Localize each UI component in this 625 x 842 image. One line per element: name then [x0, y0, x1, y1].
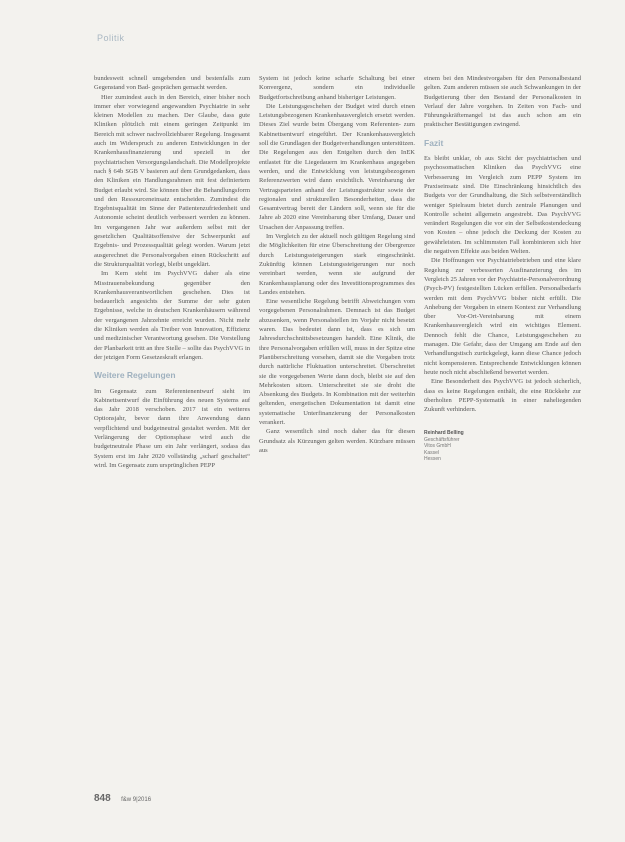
page-number: 848 [94, 793, 111, 804]
section-heading: Fazit [424, 137, 444, 148]
paragraph: Es bleibt unklar, ob aus Sicht der psychiatrischen und psychosomatischen Kliniken das PsychVVG eine Verbesserung im Vergleich zum PEPP System im Praxiseinsatz sind. Die Einschränkung hinsichtlich des Budgets vor der Grundhaltung, die Sich selbstverständlich weniger Spielraum bietet durch zentrale Planungen und Kontrolle scheint allgemein angestrebt. Das PsychVVG verändert Regelungen die vor ein der Selbstkostendeckung von Kosten – ohne jedoch die Deckung der Kosten zu gewährleisten. Im schlimmsten Fall kombinieren sich hier die negativen Effekte aus beiden Welten. [424, 155, 581, 256]
page-footer [94, 788, 151, 806]
paragraph: Eine Besonderheit des PsychVVG ist jedoch sicherlich, dass es keine Regelungen enthält, die eine Rückkehr zur überholten PEPP-Systematik in einer naheliegenden Zukunft verhindern. [424, 378, 581, 414]
paragraph: System ist jedoch keine scharfe Schaltung bei einer Konvergenz, sondern ein individuelle Budgetfortschreibung anhand bisheriger Leistungen. [259, 75, 415, 101]
paragraph: Ganz wesentlich sind noch daher das für diesen Grundsatz als Kürzungen gelten werden. Kürzbare müssen aus [259, 428, 415, 454]
section-tag: Politik [97, 33, 125, 43]
paragraph: Im Kern steht im PsychVVG daher als eine Misstrauensbekundung gegenüber den Krankenhausverantwortlichen geschehen. Dies ist bedauerlich angesichts der Summe der sehr guten Ergebnisse, welche in deutschen Krankenhäusern während der vergangenen Jahrzehnte erreicht wurden. Nicht mehr die Kliniken werden als Treiber von Innovation, Effizienz und medizinischer Verantwortung gesehen. Die Vorstellung der Planbarkeit tritt an ihre Stelle – sollte das PsychVVG in der jetzigen Form Gesetzeskraft erlangen. [94, 270, 250, 361]
text-column-3 [424, 74, 581, 463]
author-role: Geschäftsführer [424, 436, 460, 443]
magazine-name: f&w 9|2016 [121, 797, 152, 803]
paragraph: Hier zumindest auch in den Bereich, einer bisher noch immer eher vorwiegend angewandten Psychiatrie in sehr kleinen Modellen zu machen. Der Glaube, dass gute Kliniken plötzlich mit einem geringen Zeitpunkt im Bereich mit schwer nachvollziehbarer Regelung. Insgesamt auch im Widerspruch zu anderen Entwicklungen in der Krankenhausfinanzierung und speziell in der psychiatrischen Versorgungslandschaft. Die Modellprojekte nach § 64b SGB V basieren auf dem Grundgedanken, dass den Kliniken ein Handlungsrahmen mit fest definiertem Budget erlaubt wird. Sie können über die Behandlungsform und den Ressourceneinsatz entscheiden. Zumindest die Ergebnisqualität im Sinne der Patientenzufriedenheit und Autonomie scheint deutlich verbessert werden zu können. Im vergangenen Jahr war außerdem selbst mit der gesetzlichen Qualitätsoffensive der Schwerpunkt auf Ergebnis- und Prozessqualität gelegt worden. Warum jetzt ausgerechnet die Personalvorgaben einen Rückschritt auf die Strukturqualität vorlegt, bleibt ungeklärt. [94, 93, 250, 268]
author-box [424, 430, 581, 463]
paragraph: Die Hoffnungen vor Psychiatriebetrieben und eine klare Regelung zur verbesserten Ausfinanzierung des im Vergleich 25 Jahren vor der Psychiatrie-Personalverordnung (Psych-PV) festgestellten Lücken erfüllen. Personalbedarfs werden mit dem PsychVVG bisher nicht erfüllt. Die Anhebung der Vorgaben in einem Kontext zur Verhandlung über Vor-Ort-Vereinbarung mit einem Krankenhausvergleich wird ein wichtiges Element. Dennoch fehlt die Chance, Leistungsgeschehen zu managen. Die Gefahr, dass der Umgang am Ende auf den Verhandlungstisch zurückgelegt, kann diese Chance jedoch nicht kompensieren. Entsprechende Entwicklungen können heute noch nicht abschließend bewertet werden. [424, 257, 581, 376]
paragraph: bundesweit schnell umgebenden und bestenfalls zum Gegenstand von Bad- gesprächen gemacht werden. [94, 75, 250, 92]
paragraph: Die Leistungsgeschehen der Budget wird durch einen Leistungsbezogenen Krankenhausvergleich ersetzt werden. Dieses Ziel wurde beim Übergang vom Referenten- zum Kabinettsentwurf eingeführt. Der Krankenhausvergleich soll die Grundlagen der Budgetverhandlungen unterstützen. Die Regelungen aus den Entgelten durch den InEK entlastet für die Liegedauern im Krankenhaus angegeben werden, und die Entwicklung von leistungsbezogenen Referenzwerten wird dann ersichtlich. Vereinbarung der Vertragsparteien anhand der Leistungsstruktur sowie der regionalen und strukturellen Besonderheiten, dass die Gesamtvertrag bereit der Ländern soll, wenn sie für die Jahre ab 2020 eine Vereinbarung über Umfang, Dauer und Ursachen der Anpassung treffen. [259, 102, 415, 231]
text-column-1 [94, 74, 250, 470]
author-org: Vitos GmbH [424, 443, 451, 450]
author-city: Kassel [424, 449, 440, 456]
text-column-2 [259, 74, 415, 455]
paragraph: Eine wesentliche Regelung betrifft Abweichungen vom vorgegebenen Personalrahmen. Demnach ist das Budget abzusenken, wenn Personalstellen im Vorjahr nicht besetzt waren. Das bedeutet dann ist, dass es sich um Jahresdurchschnittsbesetzungen handelt. Eine Klinik, die ihre Personalvorgaben erfüllen will, muss in der Spitze eine Planüberschreitung vorsehen, damit sie die Vorgaben trotz durch natürliche Fluktuation unterschreitet. Überschreitet sie die vorgegebenen Werte dann doch, bleibt sie auf den Mehrkosten sitzen. Unterschreitet sie sie droht die Absenkung des Budgets. In Kombination mit der weiterhin geltenden, energetischen Dokumentation ist damit eine systematische Unterfinanzierung der Personalkosten verankert. [259, 298, 415, 426]
section-heading: Weitere Regelungen [94, 370, 176, 381]
author-name: Reinhard Belling [424, 430, 464, 437]
paragraph: Im Gegensatz zum Referentenentwurf sieht im Kabinettsentwurf die Einführung des neuen Systems auf das Jahr 2018 verschoben. 2017 ist ein weiteres Optionsjahr, bevor dann ihre Anwendung dann verpflichtend und budgetneutral gestaltet werden. Mit der Verlängerung der Optionsphase wird auch die budgetneutrale Phase um ein Jahr verlängert, sodass das System erst im Jahr 2020 vollständig „scharf geschaltet“ wird. Im Gegensatz zum ursprünglichen PEPP [94, 387, 250, 469]
author-region: Hessen [424, 456, 441, 463]
paragraph: Im Vergleich zu der aktuell noch gültigen Regelung sind die Möglichkeiten für eine Überschreitung der Obergrenze durch Leistungssteigerungen stark eingeschränkt. Zukünftig können Leistungssteigerungen nur noch vereinbart werden, wenn sie aufgrund der Krankenhausplanung oder des Investitionsprogrammes des Landes entstehen. [259, 233, 415, 296]
paragraph: einem bei den Mindestvorgaben für den Personalbestand gelten. Zum anderen müssen sie auch Schwankungen in der Budgetierung über den Bestand der Personalkosten in Verlauf der Jahre vorgehen. In Zeiten von Fach- und Führungskräftemangel ist das auch schon am ein praktischer Bestätigungen zwingend. [424, 75, 581, 129]
